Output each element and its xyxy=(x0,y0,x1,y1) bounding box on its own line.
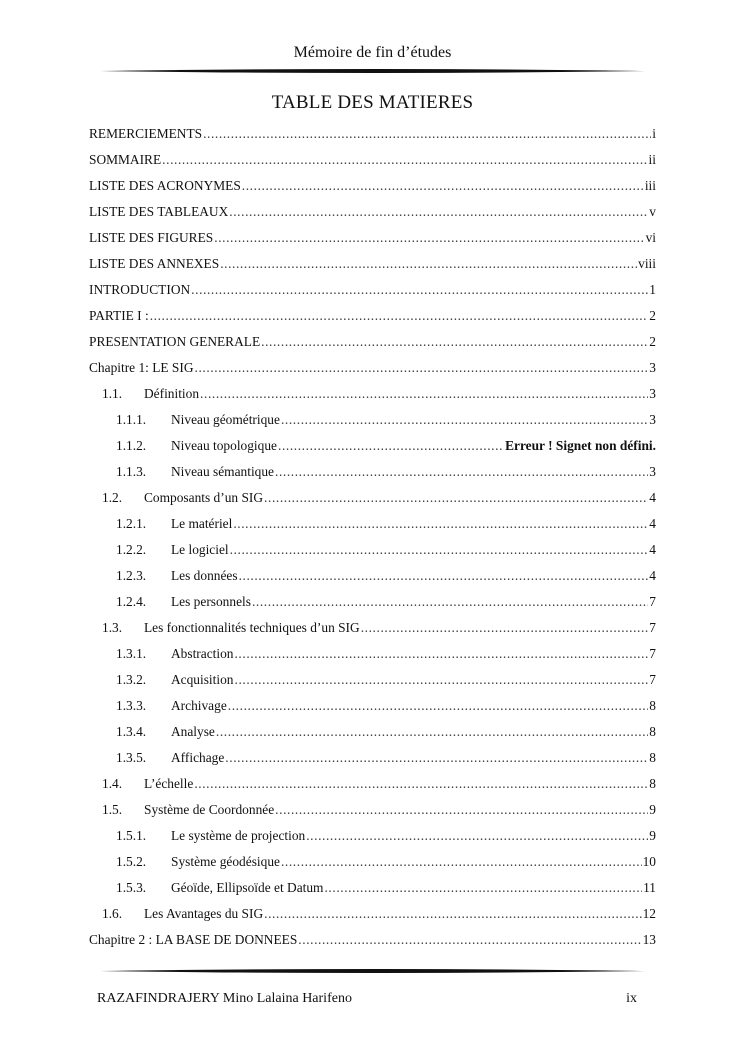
toc-entry-number: 1.5.1. xyxy=(116,828,147,843)
footer-author: RAZAFINDRAJERY Mino Lalaina Harifeno xyxy=(97,991,352,1006)
toc-dot-leader xyxy=(298,932,641,948)
toc-entry-number: 1.1. xyxy=(102,386,123,401)
toc-entry-number: 1.2.3. xyxy=(116,568,147,583)
toc-entry-page-number: iii xyxy=(644,178,656,193)
toc-entry[interactable] xyxy=(89,792,656,818)
toc-dot-leader xyxy=(234,646,648,662)
toc-entry-page-number: 4 xyxy=(649,568,656,583)
toc-entry-page-number: 4 xyxy=(649,516,656,531)
toc-entry-page-number: 2 xyxy=(649,334,656,349)
toc-entry-label: Le logiciel xyxy=(171,542,229,557)
toc-entry-label: INTRODUCTION xyxy=(89,282,191,297)
toc-dot-leader xyxy=(194,776,648,792)
toc-entry-page-number: 8 xyxy=(649,750,656,765)
toc-dot-leader xyxy=(261,334,648,350)
toc-entry-number: 1.5.3. xyxy=(116,880,147,895)
toc-entry-label: Affichage xyxy=(171,750,225,765)
toc-entry-label: Les Avantages du SIG xyxy=(144,906,264,921)
toc-entry[interactable] xyxy=(89,246,656,272)
toc-entry-label: Les personnels xyxy=(171,594,251,609)
toc-entry-number: 1.4. xyxy=(102,776,123,791)
toc-entry[interactable] xyxy=(89,558,656,584)
toc-entry-label: Acquisition xyxy=(171,672,234,687)
toc-entry-label: REMERCIEMENTS xyxy=(89,126,203,141)
toc-entry-page-number: 4 xyxy=(649,542,656,557)
footer-divider xyxy=(100,968,645,974)
toc-entry-page-number: 8 xyxy=(649,724,656,739)
toc-dot-leader xyxy=(239,568,649,584)
toc-entry[interactable] xyxy=(89,636,656,662)
toc-entry[interactable] xyxy=(89,532,656,558)
toc-entry-page-number: 8 xyxy=(649,698,656,713)
toc-dot-leader xyxy=(275,802,648,818)
toc-entry-label: PRESENTATION GENERALE xyxy=(89,334,261,349)
toc-entry-page-number: 3 xyxy=(649,412,656,427)
table-of-contents xyxy=(89,116,656,948)
toc-entry-label: PARTIE I : xyxy=(89,308,149,323)
toc-entry-label: LISTE DES ANNEXES xyxy=(89,256,220,271)
toc-entry-page-number: 3 xyxy=(649,386,656,401)
toc-entry-page-number: v xyxy=(649,204,656,219)
toc-entry-label: Le système de projection xyxy=(171,828,306,843)
toc-entry-number: 1.5.2. xyxy=(116,854,147,869)
toc-entry[interactable] xyxy=(89,298,656,324)
toc-entry-label: Archivage xyxy=(171,698,227,713)
toc-dot-leader xyxy=(229,204,648,220)
toc-dot-leader xyxy=(220,256,637,272)
toc-entry-label: Géoïde, Ellipsoïde et Datum xyxy=(171,880,324,895)
toc-dot-leader xyxy=(203,126,651,142)
toc-entry-page-number: ii xyxy=(648,152,656,167)
toc-entry-label: L’échelle xyxy=(144,776,194,791)
toc-dot-leader xyxy=(162,152,647,168)
toc-entry-number: 1.3.4. xyxy=(116,724,147,739)
toc-entry-number: 1.2. xyxy=(102,490,123,505)
toc-dot-leader xyxy=(252,594,648,610)
toc-entry-page-number: 2 xyxy=(649,308,656,323)
toc-title: TABLE DES MATIERES xyxy=(271,92,474,113)
toc-dot-leader xyxy=(361,620,649,636)
toc-entry-label: Analyse xyxy=(171,724,215,739)
toc-dot-leader xyxy=(235,672,649,688)
toc-entry[interactable] xyxy=(89,428,656,454)
toc-entry-number: 1.3.1. xyxy=(116,646,147,661)
toc-entry[interactable] xyxy=(89,610,656,636)
toc-entry-number: 1.3.5. xyxy=(116,750,147,765)
toc-dot-leader xyxy=(225,750,648,766)
toc-entry-number: 1.2.1. xyxy=(116,516,147,531)
toc-entry-page-number: vi xyxy=(645,230,656,245)
toc-dot-leader xyxy=(324,880,642,896)
toc-entry[interactable] xyxy=(89,740,656,766)
toc-dot-leader xyxy=(230,542,649,558)
toc-entry-page-number: 1 xyxy=(649,282,656,297)
toc-entry-label: Niveau topologique xyxy=(171,438,277,453)
toc-entry-page-number: 7 xyxy=(649,646,656,661)
toc-entry[interactable] xyxy=(89,142,656,168)
toc-entry-page-number: i xyxy=(652,126,656,141)
toc-entry-number: 1.1.2. xyxy=(116,438,147,453)
toc-entry[interactable] xyxy=(89,480,656,506)
toc-entry-page-number: viii xyxy=(638,256,656,271)
toc-entry-number: 1.3.3. xyxy=(116,698,147,713)
toc-entry-label: Système de Coordonnée xyxy=(144,802,275,817)
toc-entry-label: Les données xyxy=(171,568,238,583)
page-header-title: Mémoire de fin d’études xyxy=(293,44,452,61)
toc-entry-page-number: 9 xyxy=(649,802,656,817)
toc-entry-page-number: 13 xyxy=(642,932,656,947)
toc-dot-leader xyxy=(281,412,648,428)
toc-entry[interactable] xyxy=(89,376,656,402)
toc-entry-number: 1.2.2. xyxy=(116,542,147,557)
toc-dot-leader xyxy=(200,386,648,402)
toc-entry-label: Niveau géométrique xyxy=(171,412,280,427)
toc-entry-label: Les fonctionnalités techniques d’un SIG xyxy=(144,620,360,635)
toc-entry[interactable] xyxy=(89,506,656,532)
toc-entry[interactable] xyxy=(89,766,656,792)
toc-dot-leader xyxy=(150,308,649,324)
toc-entry-page-number: 3 xyxy=(649,360,656,375)
toc-entry-number: 1.5. xyxy=(102,802,123,817)
toc-entry-page-number: 11 xyxy=(643,880,656,895)
toc-dot-leader xyxy=(306,828,648,844)
toc-dot-leader xyxy=(264,490,648,506)
toc-entry-label: LISTE DES ACRONYMES xyxy=(89,178,241,193)
toc-entry[interactable] xyxy=(89,870,656,896)
toc-entry[interactable] xyxy=(89,584,656,610)
toc-dot-leader xyxy=(195,360,649,376)
toc-entry-page-number: 12 xyxy=(642,906,656,921)
toc-entry-label: LISTE DES FIGURES xyxy=(89,230,214,245)
toc-entry-number: 1.3. xyxy=(102,620,123,635)
toc-entry[interactable] xyxy=(89,402,656,428)
toc-dot-leader xyxy=(242,178,644,194)
toc-entry-number: 1.3.2. xyxy=(116,672,147,687)
toc-dot-leader xyxy=(275,464,648,480)
toc-entry[interactable] xyxy=(89,922,656,948)
toc-entry-page-number: 8 xyxy=(649,776,656,791)
toc-entry-page-number: 3 xyxy=(649,464,656,479)
toc-entry-number: 1.6. xyxy=(102,906,123,921)
toc-entry[interactable] xyxy=(89,844,656,870)
toc-entry-label: Chapitre 1: LE SIG xyxy=(89,360,194,375)
toc-entry-label: Abstraction xyxy=(171,646,234,661)
toc-dot-leader xyxy=(228,698,649,714)
toc-entry-error-reference: Erreur ! Signet non défini. xyxy=(505,438,656,453)
toc-dot-leader xyxy=(191,282,648,298)
toc-entry-label: Définition xyxy=(144,386,200,401)
toc-dot-leader xyxy=(233,516,648,532)
toc-entry-label: LISTE DES TABLEAUX xyxy=(89,204,229,219)
toc-entry[interactable] xyxy=(89,272,656,298)
toc-entry-label: Système géodésique xyxy=(171,854,280,869)
toc-dot-leader xyxy=(216,724,648,740)
toc-dot-leader xyxy=(264,906,641,922)
toc-entry-label: SOMMAIRE xyxy=(89,152,162,167)
header-divider xyxy=(100,68,645,74)
toc-entry[interactable] xyxy=(89,688,656,714)
toc-entry[interactable] xyxy=(89,896,656,922)
toc-entry-label: Le matériel xyxy=(171,516,233,531)
toc-entry[interactable] xyxy=(89,168,656,194)
toc-entry[interactable] xyxy=(89,220,656,246)
toc-entry[interactable] xyxy=(89,324,656,350)
toc-entry-label: Niveau sémantique xyxy=(171,464,274,479)
toc-entry-label: Chapitre 2 : LA BASE DE DONNEES xyxy=(89,932,298,947)
toc-entry-page-number: 9 xyxy=(649,828,656,843)
toc-entry-page-number: 7 xyxy=(649,594,656,609)
toc-entry-number: 1.1.3. xyxy=(116,464,147,479)
toc-dot-leader xyxy=(214,230,644,246)
toc-entry-page-number: 7 xyxy=(649,672,656,687)
toc-entry-page-number: 4 xyxy=(649,490,656,505)
toc-entry[interactable] xyxy=(89,116,656,142)
toc-entry[interactable] xyxy=(89,662,656,688)
toc-entry[interactable] xyxy=(89,818,656,844)
toc-entry-page-number: 10 xyxy=(642,854,656,869)
toc-dot-leader xyxy=(281,854,642,870)
footer-page-number: ix xyxy=(626,991,637,1006)
toc-entry[interactable] xyxy=(89,714,656,740)
toc-entry-page-number: 7 xyxy=(649,620,656,635)
toc-entry-number: 1.1.1. xyxy=(116,412,147,427)
toc-entry[interactable] xyxy=(89,454,656,480)
toc-entry[interactable] xyxy=(89,194,656,220)
toc-entry[interactable] xyxy=(89,350,656,376)
toc-dot-leader xyxy=(278,438,504,454)
toc-entry-number: 1.2.4. xyxy=(116,594,147,609)
toc-entry-label: Composants d’un SIG xyxy=(144,490,264,505)
